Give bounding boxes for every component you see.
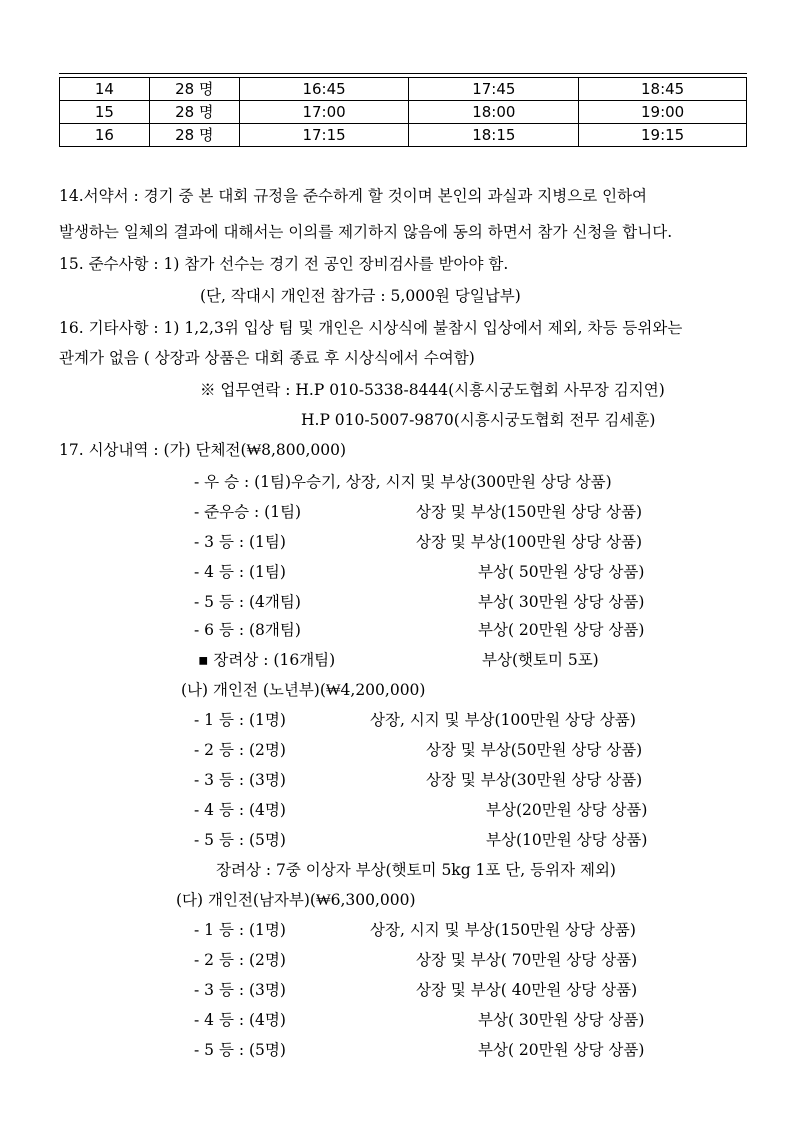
compliance-line: 15. 준수사항 : 1) 참가 선수는 경기 전 공인 장비검사를 받아야 함. bbox=[59, 255, 509, 273]
award-line: - 우 승 : (1팀)우승기, 상장, 시지 및 부상(300만원 상당 상품) bbox=[194, 473, 612, 491]
award-rank: - 5 등 : (4개팀) bbox=[194, 593, 301, 611]
cell-time: 19:00 bbox=[579, 101, 747, 124]
misc-line-2: 관계가 없음 ( 상장과 상품은 대회 종료 후 시상식에서 수여함) bbox=[59, 349, 475, 367]
award-rank: - 3 등 : (3명) bbox=[194, 771, 286, 789]
award-prize: 상장 및 부상(150만원 상당 상품) bbox=[416, 503, 643, 521]
award-rank: - 1 등 : (1명) bbox=[194, 921, 286, 939]
award-prize: 부상( 20만원 상당 상품) bbox=[478, 1041, 645, 1059]
encouragement-award: 장려상 : 7중 이상자 부상(햇토미 5kg 1포 단, 등위자 제외) bbox=[216, 861, 616, 879]
award-rank: - 4 등 : (4명) bbox=[194, 801, 286, 819]
award-rank: - 3 등 : (1팀) bbox=[194, 533, 286, 551]
award-prize: 상장 및 부상(100만원 상당 상품) bbox=[416, 533, 643, 551]
award-rank: - 3 등 : (3명) bbox=[194, 981, 286, 999]
cell-no: 16 bbox=[60, 124, 150, 147]
award-prize: 부상( 30만원 상당 상품) bbox=[478, 593, 645, 611]
award-rank: ▪ 장려상 : (16개팀) bbox=[198, 651, 336, 669]
individual-men-heading: (다) 개인전(남자부)(₩6,300,000) bbox=[176, 891, 416, 909]
cell-no: 14 bbox=[60, 78, 150, 101]
individual-senior-heading: (나) 개인전 (노년부)(₩4,200,000) bbox=[181, 681, 426, 699]
cell-time: 18:00 bbox=[409, 101, 579, 124]
award-prize: 상장 및 부상( 40만원 상당 상품) bbox=[416, 981, 638, 999]
award-rank: - 준우승 : (1팀) bbox=[194, 503, 302, 521]
cell-count: 28 명 bbox=[149, 101, 239, 124]
pledge-line-1: 14.서약서 : 경기 중 본 대회 규정을 준수하게 할 것이며 본인의 과실과 지병으로 인하여 bbox=[59, 187, 648, 205]
schedule-table bbox=[59, 77, 747, 147]
cell-count: 28 명 bbox=[149, 78, 239, 101]
award-rank: - 5 등 : (5명) bbox=[194, 1041, 286, 1059]
award-rank: - 5 등 : (5명) bbox=[194, 831, 286, 849]
award-prize: 상장 및 부상(30만원 상당 상품) bbox=[426, 771, 643, 789]
cell-time: 18:45 bbox=[579, 78, 747, 101]
award-prize: 부상( 30만원 상당 상품) bbox=[478, 1011, 645, 1029]
award-rank: - 4 등 : (1팀) bbox=[194, 563, 286, 581]
award-rank: - 4 등 : (4명) bbox=[194, 1011, 286, 1029]
award-prize: 상장, 시지 및 부상(100만원 상당 상품) bbox=[370, 711, 636, 729]
award-prize: 부상( 50만원 상당 상품) bbox=[478, 563, 645, 581]
award-prize: 상장 및 부상(50만원 상당 상품) bbox=[426, 741, 643, 759]
cell-no: 15 bbox=[60, 101, 150, 124]
cell-time: 17:45 bbox=[409, 78, 579, 101]
award-prize: 부상( 20만원 상당 상품) bbox=[478, 621, 645, 639]
award-rank: - 2 등 : (2명) bbox=[194, 951, 286, 969]
cell-time: 17:15 bbox=[239, 124, 409, 147]
award-prize: 부상(10만원 상당 상품) bbox=[486, 831, 648, 849]
cell-time: 18:15 bbox=[409, 124, 579, 147]
cell-time: 17:00 bbox=[239, 101, 409, 124]
table-row bbox=[60, 101, 747, 124]
misc-line-1: 16. 기타사항 : 1) 1,2,3위 입상 팀 및 개인은 시상식에 불참시 입상에서 제외, 차등 등위와는 bbox=[59, 319, 683, 337]
cell-time: 16:45 bbox=[239, 78, 409, 101]
contact-line-1: ※ 업무연락 : H.P 010-5338-8444(시흥시궁도협회 사무장 김지연) bbox=[200, 381, 665, 399]
awards-heading: 17. 시상내역 : (가) 단체전(₩8,800,000) bbox=[59, 441, 347, 459]
award-rank: - 2 등 : (2명) bbox=[194, 741, 286, 759]
compliance-note: (단, 작대시 개인전 참가금 : 5,000원 당일납부) bbox=[200, 287, 521, 305]
award-prize: 부상(20만원 상당 상품) bbox=[486, 801, 648, 819]
award-prize: 부상(햇토미 5포) bbox=[482, 651, 599, 669]
award-prize: 상장, 시지 및 부상(150만원 상당 상품) bbox=[370, 921, 636, 939]
table-row bbox=[60, 78, 747, 101]
contact-line-2: H.P 010-5007-9870(시흥시궁도협회 전무 김세훈) bbox=[301, 411, 656, 429]
pledge-line-2: 발생하는 일체의 결과에 대해서는 이의를 제기하지 않음에 동의 하면서 참가 신청을 합니다. bbox=[59, 223, 673, 241]
cell-time: 19:15 bbox=[579, 124, 747, 147]
table-row bbox=[60, 124, 747, 147]
award-rank: - 1 등 : (1명) bbox=[194, 711, 286, 729]
award-rank: - 6 등 : (8개팀) bbox=[194, 621, 301, 639]
award-prize: 상장 및 부상( 70만원 상당 상품) bbox=[416, 951, 638, 969]
cell-count: 28 명 bbox=[149, 124, 239, 147]
